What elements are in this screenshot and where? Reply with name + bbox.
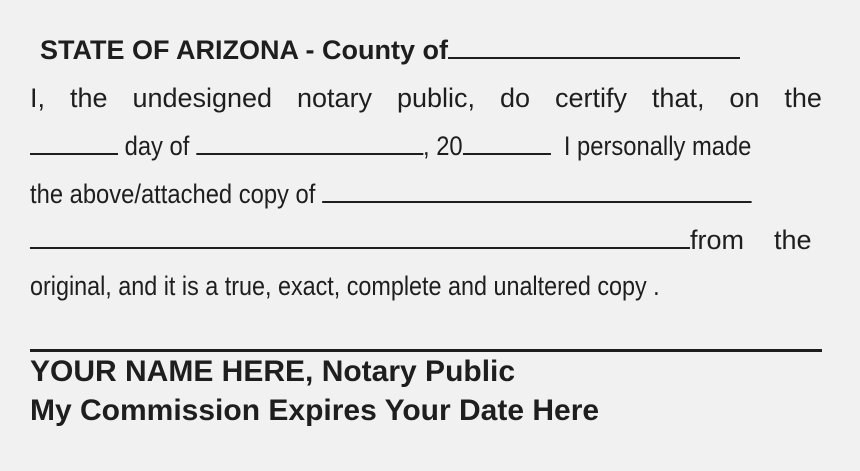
date-line (30, 129, 751, 162)
document-blank (322, 177, 751, 203)
original-statement: original, and it is a true, exact, complete and unaltered copy . (30, 271, 660, 301)
certify-word: notary (297, 83, 373, 113)
month-blank (196, 129, 423, 155)
from-label: from (690, 225, 744, 255)
year-prefix: , 20 (423, 131, 463, 161)
certify-line (30, 83, 822, 114)
the-label: the (774, 225, 812, 255)
year-blank (463, 129, 551, 155)
from-line (30, 223, 812, 256)
county-blank (448, 33, 740, 59)
certify-word: do (499, 83, 531, 113)
day-blank (30, 129, 118, 155)
certify-word: undesigned (132, 83, 273, 113)
day-of-label: day of (124, 131, 190, 161)
state-county-line (40, 33, 740, 66)
certify-word: that, (651, 83, 705, 113)
certify-word: I, (30, 83, 46, 113)
state-heading: STATE OF ARIZONA - (40, 35, 322, 65)
document-blank-continued (30, 223, 690, 249)
notary-name: YOUR NAME HERE, Notary Public (30, 355, 516, 388)
signature-line (30, 349, 822, 352)
copy-of-label: the above/attached copy of (30, 179, 316, 209)
certify-word: the (69, 83, 108, 113)
personally-made-label: I personally made (563, 131, 752, 161)
commission-expiry: My Commission Expires Your Date Here (30, 394, 600, 427)
county-label: County of (321, 35, 448, 65)
copy-of-line (30, 177, 751, 210)
certify-word: public, (397, 83, 476, 113)
certify-word: the (784, 83, 822, 113)
certify-word: on (729, 83, 760, 113)
certify-word: certify (554, 83, 627, 113)
original-line (30, 271, 660, 302)
